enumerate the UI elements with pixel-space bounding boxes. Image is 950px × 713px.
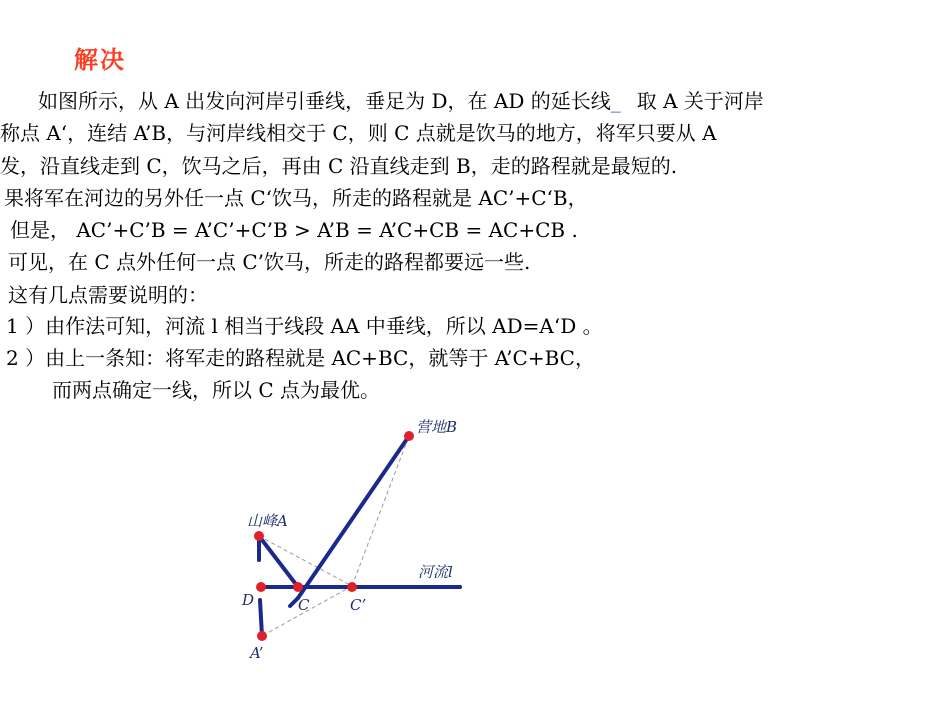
text-line-8: 1 ）由作法可知，河流 l 相当于线段 AA 中垂线，所以 AD=A‘D 。 — [6, 314, 603, 338]
text-line-1-main: 如图所示，从 A 出发向河岸引垂线，垂足为 D，在 AD 的延长线 — [38, 89, 611, 113]
label-b: 营地B — [416, 418, 458, 436]
dashed-a-c2 — [259, 536, 352, 586]
label-c2: C’ — [350, 596, 367, 614]
point-c — [293, 582, 303, 592]
label-a2: A’ — [250, 644, 264, 662]
line-d-a2 — [260, 600, 262, 636]
text-line-5: 但是， AC’+C’B = A’C’+C’B > A’B = A’C+CB = AC+CB . — [10, 218, 578, 242]
point-b — [404, 431, 414, 441]
label-river: 河流l — [418, 563, 453, 581]
label-c: C — [298, 596, 310, 614]
text-line-6: 可见，在 C 点外任何一点 C’饮马，所走的路程都要远一些. — [8, 250, 531, 274]
label-d: D — [242, 591, 255, 609]
point-a2 — [257, 631, 267, 641]
point-c2 — [347, 582, 357, 592]
section-title: 解决 — [74, 46, 126, 74]
text-line-9: 2 ）由上一条知：将军走的路程就是 AC+BC，就等于 A’C+BC， — [6, 346, 595, 370]
text-line-4: 果将军在河边的另外任一点 C‘饮马，所走的路程就是 AC’+C‘B， — [4, 186, 588, 210]
point-a — [254, 531, 264, 541]
line-c-stub — [290, 598, 298, 606]
line-b-c — [298, 436, 409, 598]
text-line-10: 而两点确定一线，所以 C 点为最优。 — [52, 378, 381, 402]
line-a-c — [259, 536, 298, 587]
text-line-1-tail: 取 A 关于河岸 — [636, 89, 764, 113]
dashed-c2-b — [352, 436, 409, 586]
text-line-7: 这有几点需要说明的： — [8, 283, 208, 307]
point-d — [256, 582, 266, 592]
label-a: 山峰A — [247, 512, 288, 530]
text-line-3: 发，沿直线走到 C，饮马之后，再由 C 沿直线走到 B，走的路程就是最短的. — [0, 154, 678, 178]
text-line-1-mark: _ — [610, 89, 621, 113]
text-line-2: 称点 A‘，连结 A’B，与河岸线相交于 C，则 C 点就是饮马的地方，将军只要从 A — [0, 121, 717, 145]
